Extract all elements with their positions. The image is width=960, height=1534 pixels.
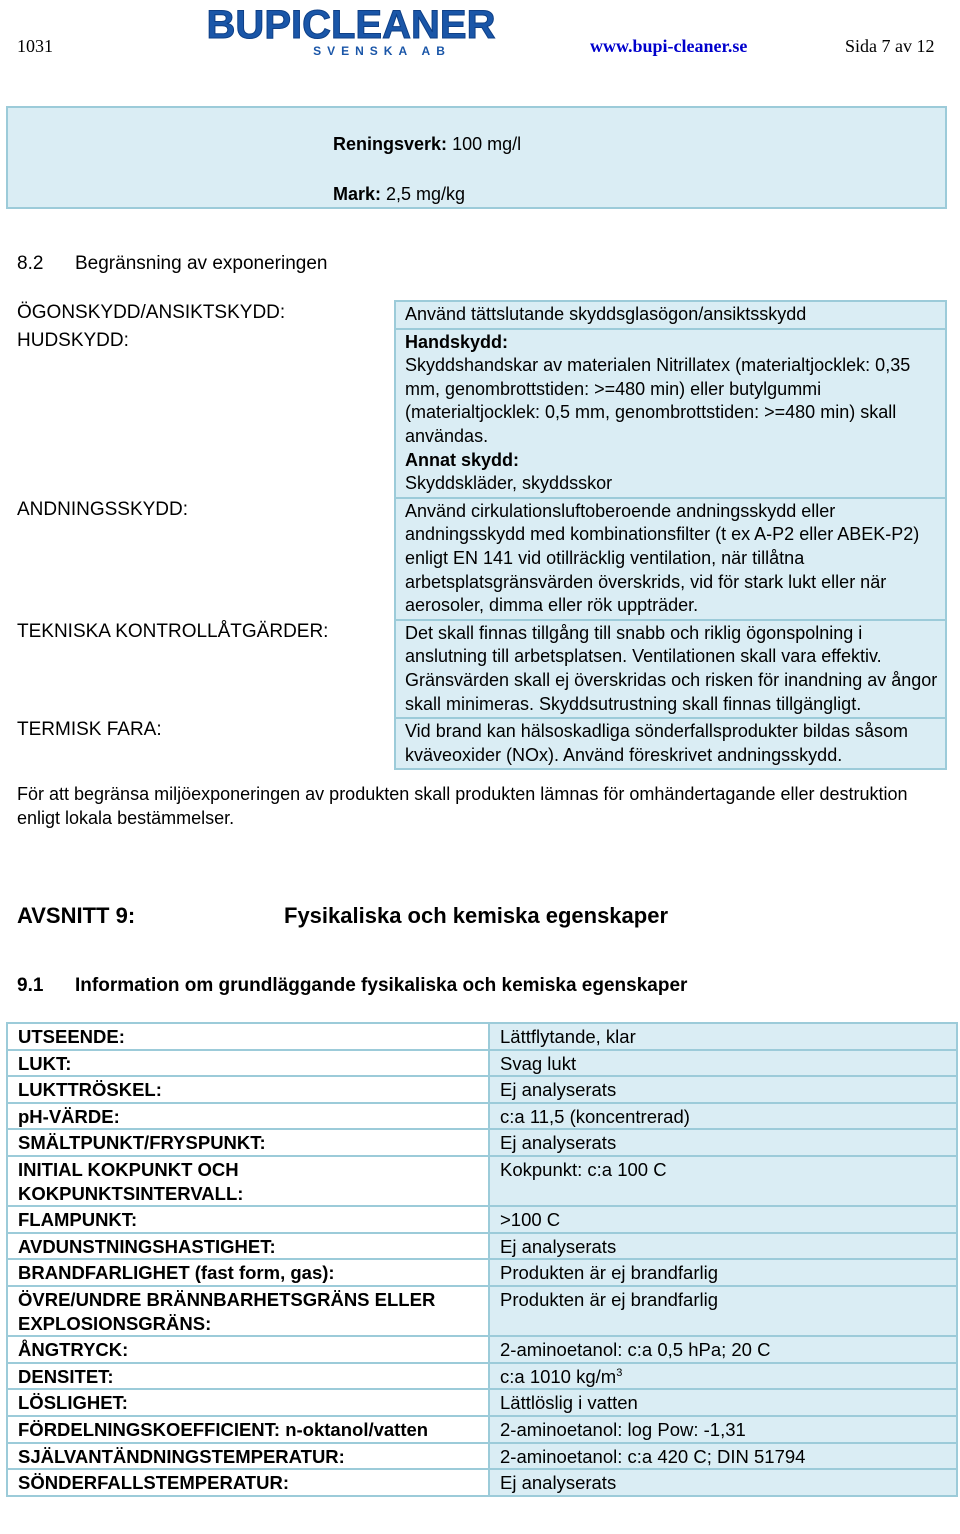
exposure-table	[6, 300, 947, 770]
property-key: SJÄLVANTÄNDNINGSTEMPERATUR:	[7, 1443, 489, 1470]
section-8-2-number: 8.2	[17, 253, 44, 274]
property-row	[7, 1206, 957, 1233]
property-row	[7, 1023, 957, 1050]
discharge-line-2-label: Mark:	[333, 184, 382, 204]
exposure-label: ÖGONSKYDD/ANSIKTSKYDD:	[6, 301, 395, 329]
exposure-text: Det skall finnas tillgång till snabb och riklig ögonspolning i anslutning till arbetsplatsen. Ventilationen skall vara effektiv. Gränsvärden skall ej överskridas och risken för inandning av ångor skall minimeras. Skyddsutrustning skall finnas tillgängligt.	[405, 622, 938, 714]
section-8-2-heading	[17, 253, 327, 275]
exposure-value	[395, 329, 946, 498]
property-row	[7, 1363, 957, 1390]
property-key: INITIAL KOKPUNKT OCH KOKPUNKTSINTERVALL:	[7, 1156, 489, 1206]
environment-paragraph: För att begränsa miljöexponeringen av produkten skall produkten lämnas för omhändertagande eller destruktion enligt lokala bestämmelser.	[17, 784, 908, 828]
property-key: LUKTTRÖSKEL:	[7, 1076, 489, 1103]
property-key: AVDUNSTNINGSHASTIGHET:	[7, 1233, 489, 1260]
property-key: UTSEENDE:	[7, 1023, 489, 1050]
property-row	[7, 1233, 957, 1260]
property-row	[7, 1050, 957, 1077]
property-key: SMÄLTPUNKT/FRYSPUNKT:	[7, 1129, 489, 1156]
property-row	[7, 1156, 957, 1206]
property-value: Ej analyserats	[489, 1469, 957, 1496]
property-value: Lättlöslig i vatten	[489, 1389, 957, 1416]
property-value: Svag lukt	[489, 1050, 957, 1077]
website-link[interactable]: www.bupi-cleaner.se	[590, 36, 748, 56]
density-superscript: 3	[616, 1366, 623, 1379]
property-value: c:a 11,5 (koncentrerad)	[489, 1103, 957, 1130]
property-row	[7, 1103, 957, 1130]
property-value: 2-aminoetanol: c:a 0,5 hPa; 20 C	[489, 1336, 957, 1363]
exposure-row	[6, 718, 946, 769]
property-value: >100 C	[489, 1206, 957, 1233]
property-row	[7, 1336, 957, 1363]
property-key: DENSITET:	[7, 1363, 489, 1390]
bupi-cleaner-logo	[192, 2, 510, 58]
section-9-1-title: Information om grundläggande fysikaliska och kemiska egenskaper	[75, 975, 688, 996]
exposure-subheading: Annat skydd:	[405, 449, 520, 470]
property-key: BRANDFARLIGHET (fast form, gas):	[7, 1259, 489, 1286]
exposure-label: TEKNISKA KONTROLLÅTGÄRDER:	[6, 620, 395, 718]
property-value: Kokpunkt: c:a 100 C	[489, 1156, 957, 1206]
property-value: Lättflytande, klar	[489, 1023, 957, 1050]
exposure-text: Vid brand kan hälsoskadliga sönderfallsprodukter bildas såsom kväveoxider (NOx). Använd föreskrivet andningsskydd.	[405, 721, 908, 765]
property-row	[7, 1416, 957, 1443]
discharge-line-1-value: 100 mg/l	[452, 134, 522, 154]
property-value: Produkten är ej brandfarlig	[489, 1259, 957, 1286]
discharge-line-1-label: Reningsverk:	[333, 134, 448, 154]
property-value: Ej analyserats	[489, 1233, 957, 1260]
property-key: ÅNGTRYCK:	[7, 1336, 489, 1363]
exposure-text: Använd tättslutande skyddsglasögon/ansiktsskydd	[405, 304, 807, 324]
discharge-line-1	[333, 134, 521, 155]
exposure-value	[395, 620, 946, 718]
property-value: Ej analyserats	[489, 1076, 957, 1103]
section-9-1-number: 9.1	[17, 975, 44, 996]
property-key: ÖVRE/UNDRE BRÄNNBARHETSGRÄNS ELLER EXPLOSIONSGRÄNS:	[7, 1286, 489, 1336]
property-key: pH-VÄRDE:	[7, 1103, 489, 1130]
property-row	[7, 1076, 957, 1103]
exposure-subheading: Handskydd:	[405, 331, 509, 352]
property-row	[7, 1443, 957, 1470]
exposure-label: TERMISK FARA:	[6, 718, 395, 769]
document-number: 1031	[17, 36, 53, 56]
property-key: LUKT:	[7, 1050, 489, 1077]
section-8-2-title: Begränsning av exponeringen	[75, 253, 328, 274]
property-row	[7, 1469, 957, 1496]
exposure-text: Skyddskläder, skyddsskor	[405, 473, 613, 494]
exposure-row	[6, 498, 946, 620]
section-9-title: Fysikaliska och kemiska egenskaper	[284, 903, 669, 928]
page-indicator: Sida 7 av 12	[845, 36, 935, 56]
exposure-row	[6, 329, 946, 498]
exposure-text: Använd cirkulationsluftoberoende andningsskydd eller andningsskydd med kombinationsfilter (t ex A-P2 eller ABEK-P2) enligt EN 141 vid otillräcklig ventilation, när tillåtna arbetsplatsgränsvärden överskrids, vid för stark lukt eller när aerosoler, dimma eller rök uppträder.	[405, 500, 920, 616]
section-9-label: AVSNITT 9:	[17, 903, 136, 928]
property-value: 2-aminoetanol: c:a 420 C; DIN 51794	[489, 1443, 957, 1470]
exposure-label: ANDNINGSSKYDD:	[6, 498, 395, 620]
density-value: c:a 1010 kg/m	[500, 1365, 617, 1387]
property-row	[7, 1259, 957, 1286]
exposure-row	[6, 620, 946, 718]
property-row	[7, 1389, 957, 1416]
property-key: FÖRDELNINGSKOEFFICIENT: n-oktanol/vatten	[7, 1416, 489, 1443]
property-value: Ej analyserats	[489, 1129, 957, 1156]
properties-table	[6, 1022, 958, 1497]
property-key: LÖSLIGHET:	[7, 1389, 489, 1416]
svg-text:BUPICLEANER: BUPICLEANER	[206, 3, 496, 47]
property-value: Produkten är ej brandfarlig	[489, 1286, 957, 1336]
property-key: FLAMPUNKT:	[7, 1206, 489, 1233]
svg-text:SVENSKA AB: SVENSKA AB	[313, 44, 451, 58]
discharge-line-2-value: 2,5 mg/kg	[386, 184, 466, 204]
discharge-limits-box	[6, 106, 947, 209]
exposure-value	[395, 498, 946, 620]
exposure-value	[395, 301, 946, 329]
property-row	[7, 1286, 957, 1336]
discharge-line-2	[333, 184, 465, 205]
exposure-row	[6, 301, 946, 329]
exposure-value	[395, 718, 946, 769]
property-value	[489, 1363, 957, 1390]
property-value: 2-aminoetanol: log Pow: -1,31	[489, 1416, 957, 1443]
exposure-label: HUDSKYDD:	[6, 329, 395, 498]
property-row	[7, 1129, 957, 1156]
property-key: SÖNDERFALLSTEMPERATUR:	[7, 1469, 489, 1496]
exposure-text: Skyddshandskar av materialen Nitrillatex (materialtjocklek: 0,35 mm, genombrottstiden: >=480 min) eller butylgummi (materialtjocklek: 0,5 mm, genombrottstiden: >=480 min) skall användas.	[405, 355, 911, 446]
section-9-1-heading	[17, 975, 687, 997]
